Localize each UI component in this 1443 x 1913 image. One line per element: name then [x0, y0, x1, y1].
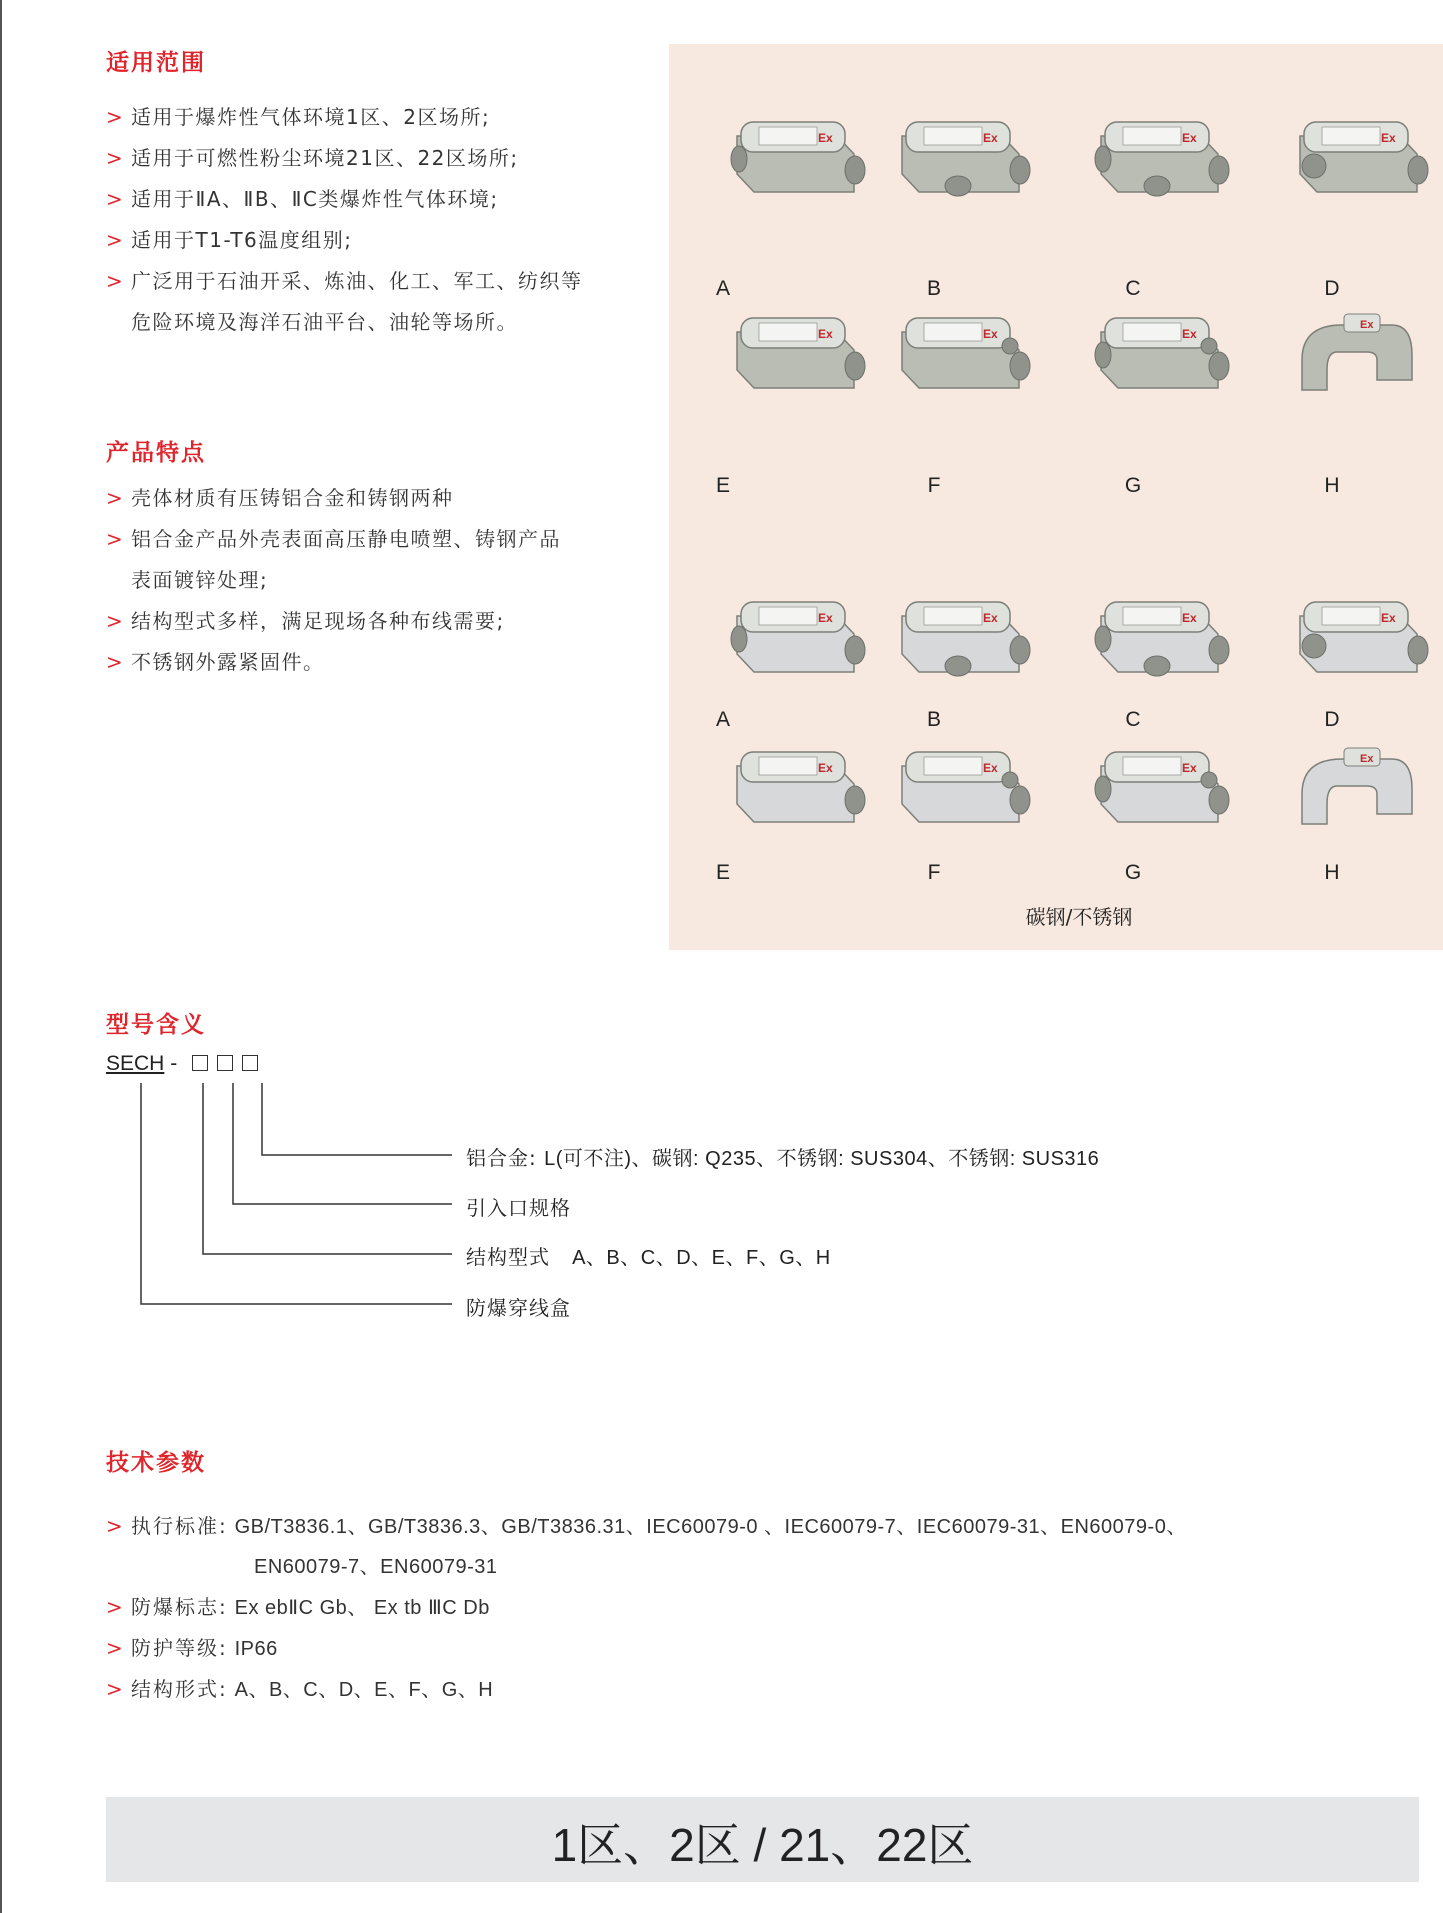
product-label: D — [1324, 277, 1340, 300]
product-image-panel — [669, 44, 1443, 950]
product-label: G — [1124, 474, 1142, 497]
usage-item: > 适用于可燃性粉尘环境21区、22区场所; — [106, 138, 646, 179]
product-label: C — [1125, 708, 1141, 731]
model-prefix: SECH — [106, 1052, 165, 1075]
junction-box-icon — [1282, 734, 1432, 844]
model-diagram-lines — [0, 0, 620, 1320]
junction-box-icon — [1083, 584, 1233, 694]
junction-box-image-c-steel — [1083, 584, 1233, 694]
usage-item: > 适用于爆炸性气体环境1区、2区场所; — [106, 97, 646, 138]
feature-item: > 壳体材质有压铸铝合金和铸钢两种 — [106, 478, 646, 519]
connector-line-product — [141, 1083, 452, 1304]
bullet-arrow-icon: > — [106, 269, 125, 293]
bullet-arrow-icon: > — [106, 650, 125, 674]
bullet-arrow-icon: > — [106, 228, 125, 252]
junction-box-image-a-aluminum — [719, 104, 869, 214]
product-label: G — [1124, 861, 1142, 884]
svg-text:Ex: Ex — [1182, 327, 1197, 341]
usage-item: > 适用于ⅡA、ⅡB、ⅡC类爆炸性气体环境; — [106, 179, 646, 220]
junction-box-image-h-aluminum — [1282, 300, 1432, 410]
junction-box-image-a-steel — [719, 584, 869, 694]
bullet-arrow-icon: > — [106, 486, 125, 510]
junction-box-icon — [719, 104, 869, 214]
bullet-arrow-icon: > — [106, 527, 125, 551]
svg-text:Ex: Ex — [1381, 131, 1396, 145]
product-label: A — [715, 708, 730, 731]
zone-footer-band — [106, 1797, 1419, 1882]
junction-box-image-e-aluminum — [719, 300, 869, 410]
junction-box-icon — [1083, 104, 1233, 214]
svg-text:Ex: Ex — [983, 131, 998, 145]
model-section-title: 型号含义 — [106, 1012, 206, 1038]
usage-section-title: 适用范围 — [106, 50, 206, 76]
spec-structure: > 结构形式: A、B、C、D、E、F、G、H — [106, 1669, 1406, 1710]
junction-box-icon — [884, 584, 1034, 694]
svg-text:Ex: Ex — [1182, 131, 1197, 145]
bullet-arrow-icon: > — [106, 1595, 124, 1619]
desc-material: 铝合金: L(可不注)、碳钢: Q235、不锈钢: SUS304、不锈钢: SUS316 — [466, 1146, 1100, 1170]
feature-item: > 铝合金产品外壳表面高压静电喷塑、铸钢产品 表面镀锌处理; — [106, 519, 646, 601]
connector-line-structure — [203, 1083, 452, 1254]
junction-box-icon — [719, 300, 869, 410]
junction-box-image-b-aluminum — [884, 104, 1034, 214]
product-label: F — [927, 861, 941, 884]
product-label: C — [1125, 277, 1141, 300]
junction-box-icon — [1282, 584, 1432, 694]
connector-line-material — [262, 1083, 452, 1155]
svg-text:Ex: Ex — [1182, 611, 1197, 625]
junction-box-image-d-aluminum — [1282, 104, 1432, 214]
bullet-arrow-icon: > — [106, 105, 125, 129]
svg-text:Ex: Ex — [1360, 753, 1374, 765]
product-label: H — [1324, 474, 1340, 497]
specs-list — [106, 1506, 1406, 1710]
product-label: E — [715, 861, 730, 884]
usage-item: > 适用于T1-T6温度组别; — [106, 220, 646, 261]
svg-text:Ex: Ex — [818, 131, 833, 145]
svg-text:Ex: Ex — [983, 761, 998, 775]
svg-text:Ex: Ex — [1360, 319, 1374, 331]
spec-marking: > 防爆标志: Ex ebⅡC Gb、 Ex tb ⅢC Db — [106, 1587, 1406, 1628]
product-label: D — [1324, 708, 1340, 731]
bullet-arrow-icon: > — [106, 1636, 124, 1660]
product-label: H — [1324, 861, 1340, 884]
bullet-arrow-icon: > — [106, 1514, 124, 1538]
junction-box-image-c-aluminum — [1083, 104, 1233, 214]
connector-line-inlet — [233, 1083, 452, 1204]
bullet-arrow-icon: > — [106, 1677, 124, 1701]
junction-box-image-f-aluminum — [884, 300, 1034, 410]
spec-standards: > 执行标准: GB/T3836.1、GB/T3836.3、GB/T3836.31、IEC60079-0 、IEC60079-7、IEC60079-31、EN60079-0、 EN60079-7、EN60079-31 — [106, 1506, 1406, 1587]
product-label: B — [926, 277, 941, 300]
svg-text:Ex: Ex — [818, 761, 833, 775]
feature-item: > 结构型式多样，满足现场各种布线需要; — [106, 601, 646, 642]
spec-protection: > 防护等级: IP66 — [106, 1628, 1406, 1669]
svg-text:Ex: Ex — [818, 611, 833, 625]
svg-text:Ex: Ex — [818, 327, 833, 341]
junction-box-icon — [884, 104, 1034, 214]
junction-box-image-g-steel — [1083, 734, 1233, 844]
usage-item: > 广泛用于石油开采、炼油、化工、军工、纺织等 危险环境及海洋石油平台、油轮等场所。 — [106, 261, 646, 343]
junction-box-image-h-steel — [1282, 734, 1432, 844]
desc-structure: 结构型式 A、B、C、D、E、F、G、H — [466, 1245, 831, 1269]
specs-section-title: 技术参数 — [106, 1450, 206, 1476]
desc-inlet-spec: 引入口规格 — [466, 1196, 571, 1220]
bullet-arrow-icon: > — [106, 609, 125, 633]
features-section-title: 产品特点 — [106, 440, 206, 466]
junction-box-image-f-steel — [884, 734, 1034, 844]
panel-caption: 碳钢/不锈钢 — [1025, 905, 1133, 929]
junction-box-image-g-aluminum — [1083, 300, 1233, 410]
junction-box-icon — [884, 734, 1034, 844]
junction-box-icon — [719, 734, 869, 844]
product-label: E — [715, 474, 730, 497]
junction-box-icon — [1282, 104, 1432, 214]
bullet-arrow-icon: > — [106, 146, 125, 170]
junction-box-icon — [719, 584, 869, 694]
junction-box-image-d-steel — [1282, 584, 1432, 694]
feature-item: > 不锈钢外露紧固件。 — [106, 642, 646, 683]
svg-text:Ex: Ex — [1182, 761, 1197, 775]
product-label: A — [715, 277, 730, 300]
bullet-arrow-icon: > — [106, 187, 125, 211]
junction-box-image-e-steel — [719, 734, 869, 844]
product-label: B — [926, 708, 941, 731]
desc-product-name: 防爆穿线盒 — [466, 1296, 571, 1320]
svg-text:Ex: Ex — [1381, 611, 1396, 625]
svg-text:Ex: Ex — [983, 327, 998, 341]
junction-box-icon — [1282, 300, 1432, 410]
junction-box-icon — [1083, 300, 1233, 410]
junction-box-icon — [884, 300, 1034, 410]
junction-box-image-b-steel — [884, 584, 1034, 694]
model-separator: - — [170, 1052, 178, 1075]
zone-footer-text: 1区、2区 / 21、22区 — [551, 1819, 974, 1871]
svg-text:Ex: Ex — [983, 611, 998, 625]
junction-box-icon — [1083, 734, 1233, 844]
product-label: F — [927, 474, 941, 497]
